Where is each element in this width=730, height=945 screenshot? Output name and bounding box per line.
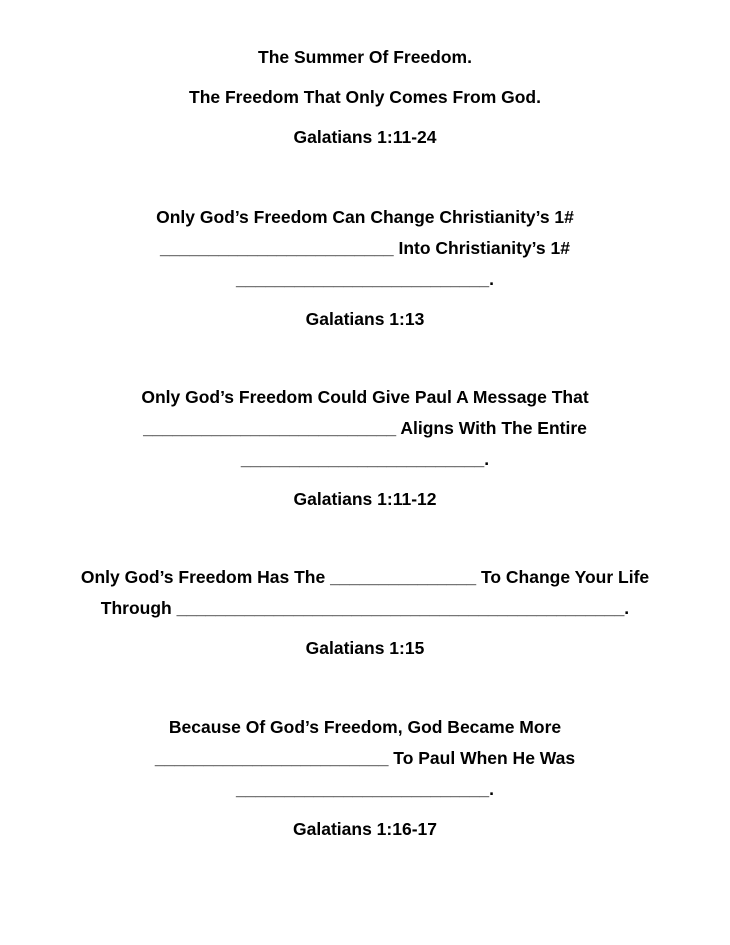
point-2-reference: Galatians 1:11-12 (293, 489, 437, 509)
main-scripture-reference: Galatians 1:11-24 (293, 127, 437, 147)
point-1-reference: Galatians 1:13 (305, 309, 425, 329)
point-2-line-3: _________________________. (240, 449, 490, 469)
point-4-line-2: ________________________ To Paul When He Was (154, 748, 576, 768)
point-3-reference: Galatians 1:15 (305, 638, 425, 658)
point-3-line-1: Only God’s Freedom Has The _______________ To Change Your Life (80, 567, 650, 587)
page-subtitle: The Freedom That Only Comes From God. (189, 87, 541, 107)
point-2-line-1: Only God’s Freedom Could Give Paul A Message That (141, 387, 589, 407)
point-1-line-1: Only God’s Freedom Can Change Christianity’s 1# (156, 207, 574, 227)
point-1-line-2: ________________________ Into Christianity’s 1# (160, 238, 570, 258)
point-4-line-3: __________________________. (236, 779, 494, 799)
page-title: The Summer Of Freedom. (258, 47, 472, 67)
point-4-reference: Galatians 1:16-17 (293, 819, 437, 839)
point-1-line-3: __________________________. (236, 269, 494, 289)
point-2-line-2: __________________________ Aligns With The Entire (143, 418, 587, 438)
point-3-line-2: Through ______________________________________________. (100, 598, 630, 618)
point-4-line-1: Because Of God’s Freedom, God Became More (168, 717, 562, 737)
